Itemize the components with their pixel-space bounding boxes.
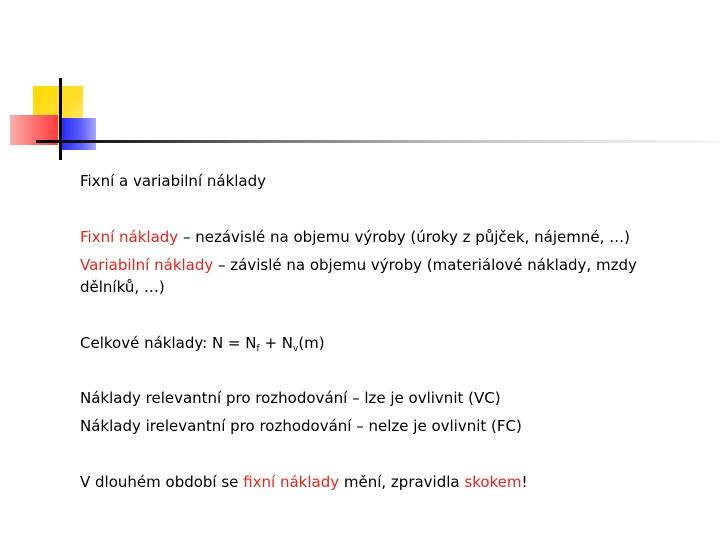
logo-blue-square (62, 118, 96, 150)
long-term-highlight-jump: skokem (464, 473, 522, 491)
formula-suffix: (m) (298, 334, 325, 352)
slide-logo (0, 0, 720, 170)
logo-vertical-line (59, 78, 62, 160)
slide-title: Fixní a variabilní náklady (80, 172, 267, 190)
relevant-costs-line: Náklady relevantní pro rozhodování – lze je ovlivnit (VC) (80, 389, 501, 407)
long-term-line (80, 471, 528, 493)
fixed-costs-line (80, 226, 630, 248)
variable-costs-term: Variabilní náklady (80, 256, 214, 274)
fixed-costs-term: Fixní náklady (80, 228, 179, 246)
formula-plus: + N (259, 334, 293, 352)
formula-sub-f: f (256, 344, 260, 354)
title-divider-line (36, 140, 720, 143)
total-costs-formula (80, 332, 325, 354)
fixed-costs-definition: – nezávislé na objemu výroby (úroky z půjček, nájemné, …) (178, 228, 630, 246)
variable-costs-line (80, 254, 637, 276)
long-term-part1: V dlouhém období se (80, 473, 244, 491)
formula-sub-v: v (293, 344, 299, 354)
long-term-highlight-fixed: fixní náklady (243, 473, 340, 491)
irrelevant-costs-line: Náklady irelevantní pro rozhodování – nelze je ovlivnit (FC) (80, 417, 522, 435)
variable-costs-definition-1: – závislé na objemu výroby (materiálové náklady, mzdy (213, 256, 637, 274)
variable-costs-line-2: dělníků, …) (80, 278, 165, 296)
formula-prefix: Celkové náklady: N = N (80, 334, 257, 352)
long-term-part3: ! (521, 473, 528, 491)
long-term-part2: mění, zpravidla (339, 473, 465, 491)
